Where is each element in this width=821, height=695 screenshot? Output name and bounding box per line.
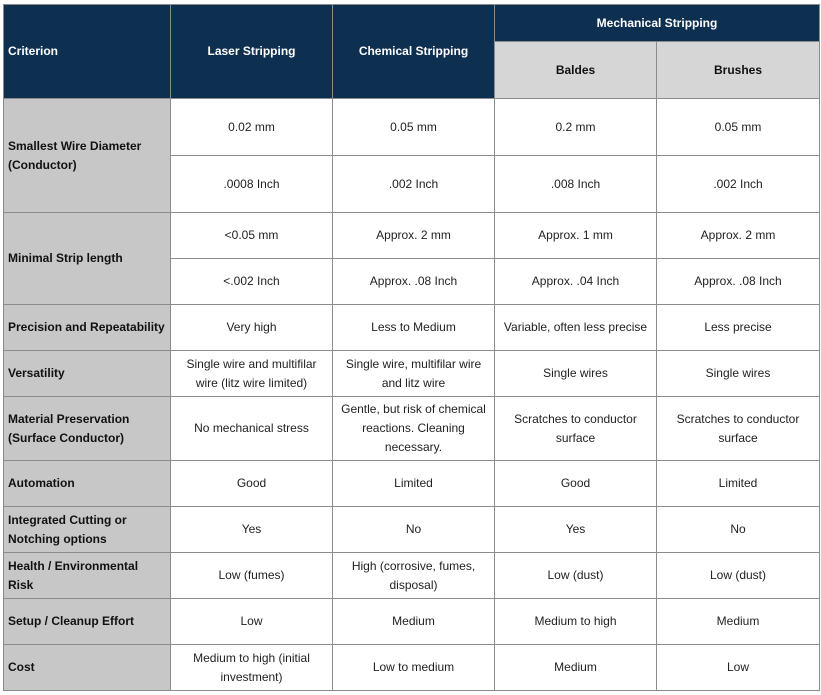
table-cell: Good [171,461,333,507]
table-row [4,397,820,461]
chemical-stripping-header: Chemical Stripping [333,5,495,99]
table-cell: Very high [171,305,333,351]
table-cell: Single wires [657,351,820,397]
table-row [4,507,820,553]
table-cell: 0.02 mm [171,99,333,156]
table-cell: Single wire, multifilar wire and litz wire [333,351,495,397]
criterion-label: Health / Environmental Risk [4,553,171,599]
table-cell: Low (dust) [495,553,657,599]
criterion-header: Criterion [4,5,171,99]
criterion-label: Setup / Cleanup Effort [4,599,171,645]
criterion-label: Integrated Cutting or Notching options [4,507,171,553]
table-row [4,645,820,691]
table-cell: Approx. 1 mm [495,213,657,259]
table-row [4,213,820,259]
table-cell: Medium [657,599,820,645]
table-cell: .008 Inch [495,156,657,213]
table-cell: Single wire and multifilar wire (litz wire limited) [171,351,333,397]
table-cell: Less precise [657,305,820,351]
header-row-top [4,5,820,42]
table-row [4,461,820,507]
table-cell: Limited [657,461,820,507]
table-cell: Limited [333,461,495,507]
table-cell: Medium to high [495,599,657,645]
table-cell: <.002 Inch [171,259,333,305]
table-cell: No mechanical stress [171,397,333,461]
table-cell: Approx. 2 mm [333,213,495,259]
table-cell: .002 Inch [333,156,495,213]
table-cell: <0.05 mm [171,213,333,259]
table-cell: Scratches to conductor surface [495,397,657,461]
table-cell: Low (dust) [657,553,820,599]
table-cell: .0008 Inch [171,156,333,213]
table-cell: Medium [333,599,495,645]
table-cell: Yes [171,507,333,553]
table-row [4,305,820,351]
table-cell: 0.05 mm [657,99,820,156]
table-cell: Low [171,599,333,645]
blades-header: Baldes [495,42,657,99]
table-cell: No [657,507,820,553]
table-cell: 0.2 mm [495,99,657,156]
table-cell: Variable, often less precise [495,305,657,351]
table-cell: Medium to high (initial investment) [171,645,333,691]
table-cell: Single wires [495,351,657,397]
table-cell: Scratches to conductor surface [657,397,820,461]
comparison-table [3,4,820,691]
table-cell: .002 Inch [657,156,820,213]
brushes-header: Brushes [657,42,820,99]
table-row [4,351,820,397]
table-cell: Low to medium [333,645,495,691]
table-row [4,99,820,156]
table-cell: Approx. .08 Inch [657,259,820,305]
table-row [4,599,820,645]
table-cell: Yes [495,507,657,553]
criterion-label: Material Preservation (Surface Conductor) [4,397,171,461]
table-cell: Low [657,645,820,691]
table-cell: 0.05 mm [333,99,495,156]
table-cell: Approx. .04 Inch [495,259,657,305]
table-row [4,553,820,599]
criterion-label: Smallest Wire Diameter (Conductor) [4,99,171,213]
criterion-label: Versatility [4,351,171,397]
mechanical-stripping-header: Mechanical Stripping [495,5,820,42]
table-cell: Approx. .08 Inch [333,259,495,305]
table-cell: Gentle, but risk of chemical reactions. Cleaning necessary. [333,397,495,461]
table-cell: Good [495,461,657,507]
criterion-label: Minimal Strip length [4,213,171,305]
table-cell: No [333,507,495,553]
criterion-label: Precision and Repeatability [4,305,171,351]
table-cell: Less to Medium [333,305,495,351]
table-cell: Approx. 2 mm [657,213,820,259]
criterion-label: Cost [4,645,171,691]
table-cell: Low (fumes) [171,553,333,599]
table-cell: Medium [495,645,657,691]
criterion-label: Automation [4,461,171,507]
table-cell: High (corrosive, fumes, disposal) [333,553,495,599]
laser-stripping-header: Laser Stripping [171,5,333,99]
